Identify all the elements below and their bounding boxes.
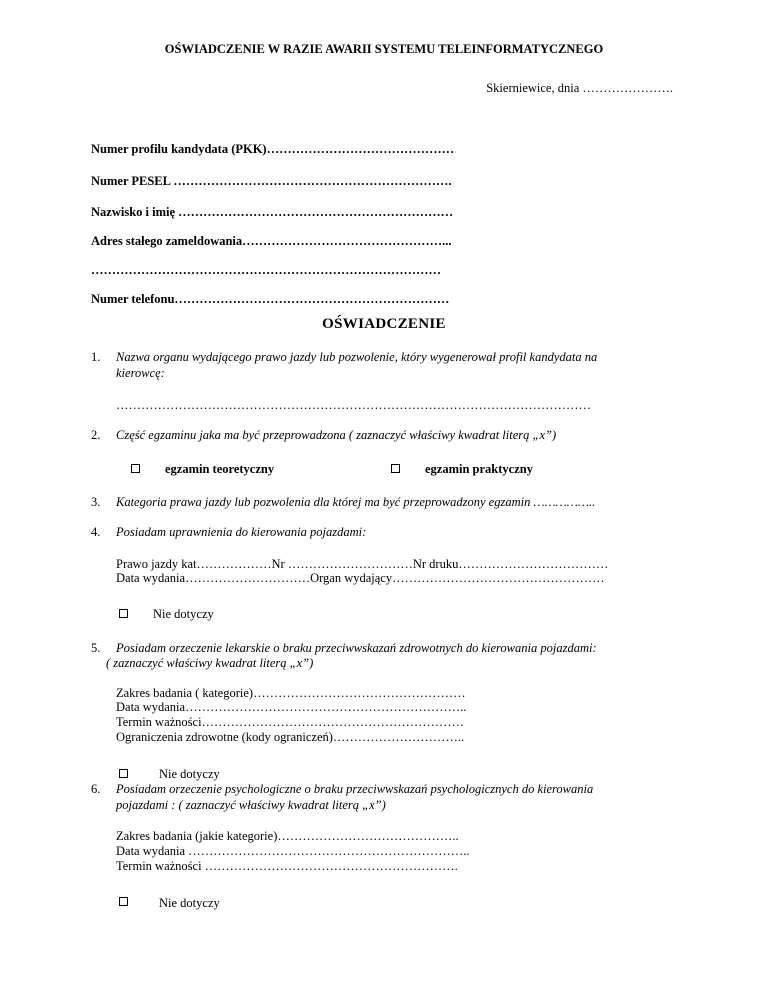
item-5-scope-line: Zakres badania ( kategorie)…………………………………………… [116,686,466,700]
item-1-text-cont: kierowcę: [116,366,165,380]
item-5-validity-line: Termin ważności……………………………………………………… [116,715,465,729]
item-6-validity-line: Termin ważności ……………………………………………………. [116,859,458,873]
practical-exam-checkbox[interactable] [391,464,400,473]
item-5-date-line: Data wydania………………………………………………………….. [116,700,467,714]
place-date: Skierniewice, dnia …………………. [486,81,673,95]
item-6-number: 6. [91,782,101,796]
item-6-text: Posiadam orzeczenie psychologiczne o braku przeciwwskazań psychologicznych do kierowania [116,782,594,796]
item-5-na-label: Nie dotyczy [159,767,220,781]
item-1-number: 1. [91,350,101,364]
item-6-text-cont: pojazdami : ( zaznaczyć właściwy kwadrat literą „x”) [116,798,386,812]
theory-exam-label: egzamin teoretyczny [165,462,275,476]
theory-exam-checkbox[interactable] [131,464,140,473]
item-5-text: Posiadam orzeczenie lekarskie o braku przeciwwskazań zdrowotnych do kierowania pojazdami: [116,641,597,655]
item-4-text: Posiadam uprawnienia do kierowania pojazdami: [116,525,367,539]
practical-exam-label: egzamin praktyczny [425,462,533,476]
item-6-na-label: Nie dotyczy [159,896,220,910]
address-field: Adres stałego zameldowania…………………………………………... [91,234,452,248]
item-3-text: Kategoria prawa jazdy lub pozwolenia dla której ma być przeprowadzony egzamin …………….. [116,495,596,509]
document-title: OŚWIADCZENIE W RAZIE AWARII SYSTEMU TELEINFORMATYCZNEGO [164,42,604,56]
item-2-number: 2. [91,428,101,442]
pkk-field: Numer profilu kandydata (PKK)……………………………………… [91,142,455,156]
item-6-na-checkbox[interactable] [119,897,128,906]
item-5-text-cont: ( zaznaczyć właściwy kwadrat literą „x”) [106,656,314,670]
address-continuation: ………………………………………………………………………… [91,263,441,277]
item-4-na-checkbox[interactable] [119,609,128,618]
item-5-number: 5. [91,641,101,655]
item-4-license-line: Prawo jazdy kat………………Nr …………………………Nr druku……………………………… [116,557,609,571]
phone-field: Numer telefonu………………………………………………………… [91,292,450,306]
item-1-fill-line: …………………………………………………………………………………………………… [116,398,591,412]
item-4-na-label: Nie dotyczy [153,607,214,621]
item-3-number: 3. [91,495,101,509]
name-field: Nazwisko i imię ………………………………………………………… [91,205,454,219]
item-4-number: 4. [91,525,101,539]
item-5-na-checkbox[interactable] [119,769,128,778]
item-2-text: Część egzaminu jaka ma być przeprowadzona ( zaznaczyć właściwy kwadrat literą „x”) [116,428,557,442]
item-4-issue-line: Data wydania…………………………Organ wydający…………………………………………… [116,571,605,585]
item-6-scope-line: Zakres badania (jakie kategorie)…………………………………….. [116,829,459,843]
section-title: OŚWIADCZENIE [322,316,446,332]
pesel-field: Numer PESEL …………………………………………………………. [91,174,452,188]
item-1-text: Nazwa organu wydającego prawo jazdy lub pozwolenie, który wygenerował profil kandydata na [116,350,598,364]
item-5-restrictions-line: Ograniczenia zdrowotne (kody ograniczeń)………………………….. [116,730,465,744]
item-6-date-line: Data wydania ………………………………………………………….. [116,844,470,858]
